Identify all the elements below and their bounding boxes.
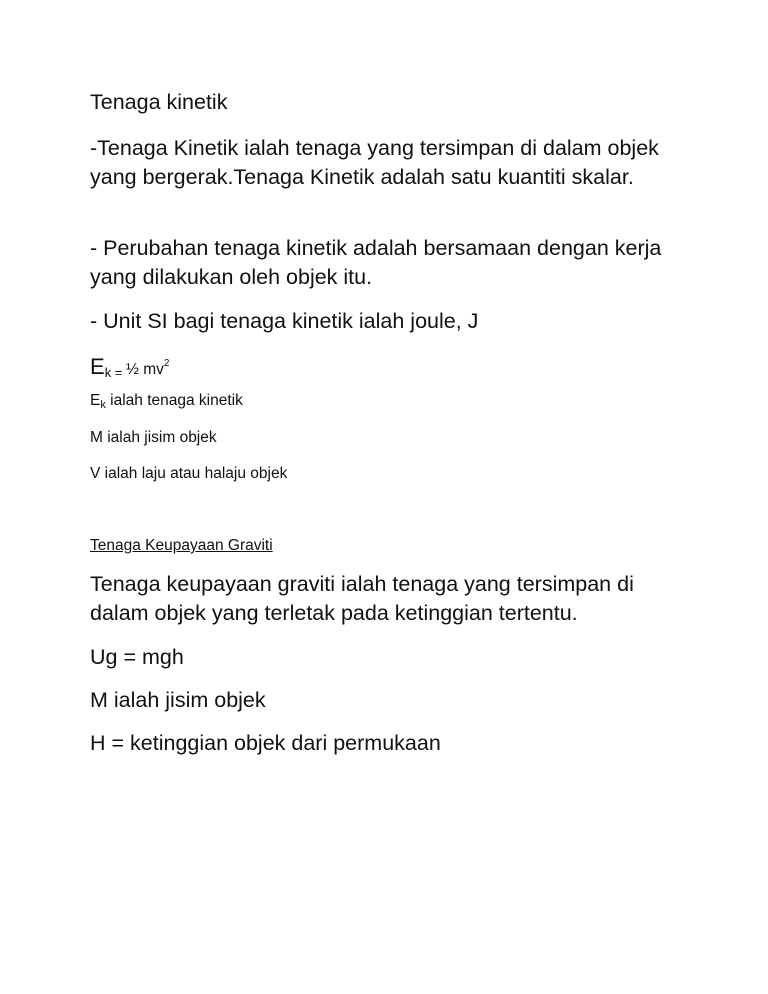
kinetic-def-v: V ialah laju atau halaju objek (90, 465, 288, 482)
formula-rhs: ½ mv (126, 361, 164, 378)
kinetic-def-m: M ialah jisim objek (90, 429, 217, 446)
formula-subscript: k = (104, 365, 127, 380)
kinetic-unit-paragraph: - Unit SI bagi tenaga kinetik ialah joule, J (90, 309, 479, 333)
potential-definition-paragraph: Tenaga keupayaan graviti ialah tenaga yang tersimpan di dalam objek yang terletak pada ketinggian tertentu. (90, 572, 634, 625)
potential-formula: Ug = mgh (90, 645, 184, 669)
def-ek-symbol: E (90, 392, 101, 409)
kinetic-def-ek (90, 391, 243, 415)
def-ek-text: ialah tenaga kinetik (105, 392, 243, 409)
def-ek-subscript: k (100, 399, 106, 411)
potential-heading: Tenaga Keupayaan Graviti (90, 537, 273, 554)
potential-def-h: H = ketinggian objek dari permukaan (90, 731, 441, 755)
formula-symbol: E (90, 354, 105, 379)
kinetic-formula (90, 350, 169, 387)
kinetic-definition-paragraph: -Tenaga Kinetik ialah tenaga yang tersimpan di dalam objek yang bergerak.Tenaga Kinetik adalah satu kuantiti skalar. (90, 136, 659, 189)
potential-def-m: M ialah jisim objek (90, 688, 266, 712)
formula-superscript: 2 (163, 358, 170, 369)
kinetic-work-paragraph: - Perubahan tenaga kinetik adalah bersamaan dengan kerja yang dilakukan oleh objek itu. (90, 236, 662, 289)
kinetic-heading: Tenaga kinetik (90, 90, 228, 114)
